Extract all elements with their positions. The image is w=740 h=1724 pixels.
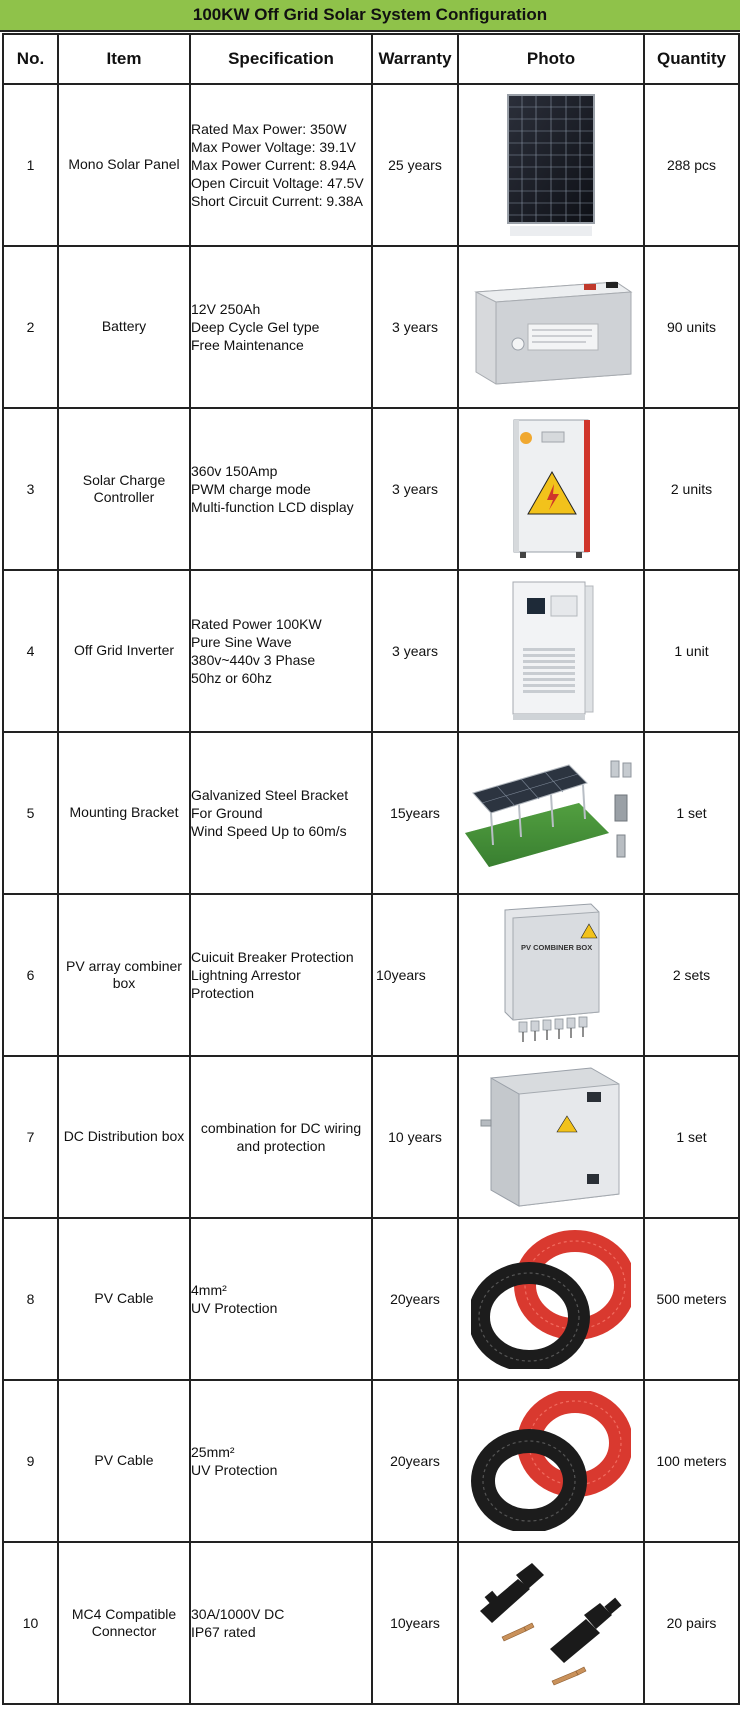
row-number: 8 (3, 1218, 58, 1380)
spec-line: IP67 rated (191, 1624, 256, 1640)
spec-line: Short Circuit Current: 9.38A (191, 193, 363, 210)
page-title: 100KW Off Grid Solar System Configuration (0, 0, 740, 32)
header-photo: Photo (458, 34, 644, 84)
specification-cell (190, 732, 372, 894)
spec-line: and protection (236, 1138, 326, 1154)
item-name: PV Cable (58, 1218, 190, 1380)
specification-cell (190, 1056, 372, 1218)
warranty-cell: 10years (372, 1542, 458, 1704)
table-row (3, 246, 739, 408)
warranty-cell: 3 years (372, 570, 458, 732)
photo-cell (458, 1218, 644, 1380)
photo-cell (458, 1380, 644, 1542)
spec-line: UV Protection (191, 1300, 278, 1316)
row-number: 10 (3, 1542, 58, 1704)
quantity-cell: 288 pcs (644, 84, 739, 246)
cable-coils-icon (471, 1391, 631, 1531)
spec-line: Lightning Arrestor (191, 966, 301, 983)
combiner-box-label: PV COMBINER BOX (521, 943, 593, 952)
spec-line: 50hz or 60hz (191, 670, 272, 687)
photo-cell (458, 84, 644, 246)
warranty-cell: 3 years (372, 408, 458, 570)
mounting-bracket-icon (459, 753, 643, 873)
charge-controller-icon (506, 414, 596, 564)
quantity-cell: 500 meters (644, 1218, 739, 1380)
item-name: PV array combiner box (58, 894, 190, 1056)
distribution-box-icon (471, 1062, 631, 1212)
specification-cell (190, 570, 372, 732)
spec-line: Deep Cycle Gel type (191, 318, 320, 335)
quantity-cell: 1 unit (644, 570, 739, 732)
table-row (3, 1218, 739, 1380)
combiner-box-icon (491, 900, 611, 1050)
spec-line: Cuicuit Breaker Protection (191, 948, 354, 965)
specification-cell (190, 246, 372, 408)
item-name: Off Grid Inverter (58, 570, 190, 732)
quantity-cell: 1 set (644, 1056, 739, 1218)
spec-line: 30A/1000V DC (191, 1605, 285, 1622)
table-row (3, 570, 739, 732)
spec-line: 25mm² (191, 1443, 235, 1460)
header-no: No. (3, 34, 58, 84)
warranty-cell: 20years (372, 1218, 458, 1380)
configuration-table (2, 33, 740, 1705)
quantity-cell: 90 units (644, 246, 739, 408)
photo-cell (458, 570, 644, 732)
spec-line: 380v~440v 3 Phase (191, 652, 316, 668)
specification-cell (190, 408, 372, 570)
spec-line: PWM charge mode (191, 480, 311, 497)
warranty-cell: 10 years (372, 1056, 458, 1218)
row-number: 4 (3, 570, 58, 732)
battery-icon (466, 262, 636, 392)
photo-cell (458, 408, 644, 570)
header-warranty: Warranty (372, 34, 458, 84)
row-number: 9 (3, 1380, 58, 1542)
specification-cell (190, 1218, 372, 1380)
item-name: Battery (58, 246, 190, 408)
spec-line: Galvanized Steel Bracket (191, 786, 349, 803)
spec-line: Rated Power 100KW (191, 615, 322, 632)
table-row (3, 408, 739, 570)
spec-line: Max Power Voltage: 39.1V (191, 138, 356, 155)
row-number: 3 (3, 408, 58, 570)
item-name: Mono Solar Panel (58, 84, 190, 246)
specification-cell (190, 894, 372, 1056)
warranty-cell: 25 years (372, 84, 458, 246)
row-number: 6 (3, 894, 58, 1056)
spec-line: Free Maintenance (191, 337, 304, 354)
warranty-cell: 15years (372, 732, 458, 894)
row-number: 2 (3, 246, 58, 408)
quantity-cell: 2 units (644, 408, 739, 570)
spec-line: 12V 250Ah (191, 300, 261, 317)
photo-cell (458, 1542, 644, 1704)
spec-line: For Ground (191, 804, 263, 821)
quantity-cell: 1 set (644, 732, 739, 894)
photo-cell (458, 732, 644, 894)
specification-cell (190, 1380, 372, 1542)
spec-line: Rated Max Power: 350W (191, 120, 347, 137)
cable-coils-icon (471, 1229, 631, 1369)
specification-cell (190, 84, 372, 246)
table-header-row (3, 34, 739, 84)
table-row (3, 1380, 739, 1542)
table-row (3, 1542, 739, 1704)
spec-line: 360v 150Amp (191, 462, 278, 479)
specification-cell (190, 1542, 372, 1704)
header-quantity: Quantity (644, 34, 739, 84)
item-name: Solar Charge Controller (58, 408, 190, 570)
solar-panel-icon (506, 90, 596, 240)
quantity-cell: 20 pairs (644, 1542, 739, 1704)
spec-line: Protection (191, 985, 255, 1002)
header-item: Item (58, 34, 190, 84)
item-name: DC Distribution box (58, 1056, 190, 1218)
warranty-cell: 10years (372, 894, 458, 1056)
table-row (3, 1056, 739, 1218)
mc4-connector-icon (466, 1553, 636, 1693)
table-row (3, 732, 739, 894)
row-number: 1 (3, 84, 58, 246)
spec-line: Pure Sine Wave (191, 633, 292, 650)
spec-line: Open Circuit Voltage: 47.5V (191, 175, 364, 192)
spec-line: 4mm² (191, 1281, 227, 1298)
header-specification: Specification (190, 34, 372, 84)
row-number: 5 (3, 732, 58, 894)
photo-cell (458, 1056, 644, 1218)
spec-line: Wind Speed Up to 60m/s (191, 823, 347, 840)
item-name: PV Cable (58, 1380, 190, 1542)
spec-line: Multi-function LCD display (191, 499, 354, 516)
photo-cell (458, 246, 644, 408)
table-row (3, 894, 739, 1056)
inverter-icon (501, 576, 601, 726)
quantity-cell: 100 meters (644, 1380, 739, 1542)
photo-cell (458, 894, 644, 1056)
warranty-cell: 20years (372, 1380, 458, 1542)
warranty-cell: 3 years (372, 246, 458, 408)
item-name: Mounting Bracket (58, 732, 190, 894)
spec-line: Max Power Current: 8.94A (191, 156, 356, 173)
quantity-cell: 2 sets (644, 894, 739, 1056)
spec-line: combination for DC wiring (200, 1119, 362, 1136)
spec-line: UV Protection (191, 1462, 278, 1478)
row-number: 7 (3, 1056, 58, 1218)
item-name: MC4 Compatible Connector (58, 1542, 190, 1704)
table-row (3, 84, 739, 246)
